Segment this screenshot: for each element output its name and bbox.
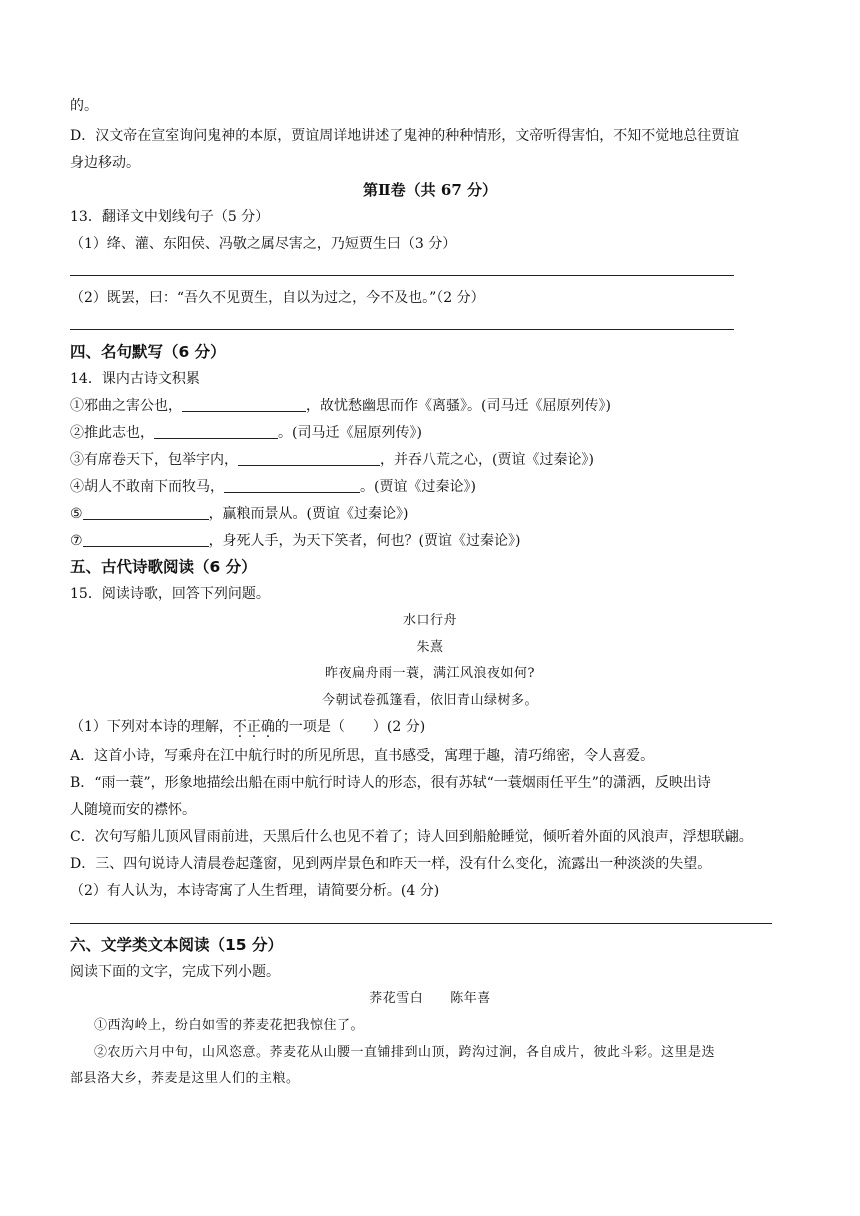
section-5-heading: 五、古代诗歌阅读（6 分） [70,558,257,576]
option-d-line-1: D．汉文帝在宣室询问鬼神的本原，贾谊周详地讲述了鬼神的种种情形，文帝听得害怕，不知不觉地总往贾谊 [70,128,740,144]
fill-blank-item: ④胡人不敢南下而牧马， 。(贾谊《过秦论》) [70,479,476,495]
blank-line [182,397,306,412]
blank-line [154,424,278,439]
option-b-line-2: 人随境而安的襟怀。 [70,802,196,818]
question-13-sentence-1: （1）绛、灌、东阳侯、冯敬之属尽害之，乃短贾生曰（3 分） [70,236,457,252]
answer-line [70,923,772,924]
poem-title: 水口行舟 [402,613,457,628]
blank-line [224,478,360,493]
emphasis-char: 正 [246,719,261,735]
fill-blank-item: ①邪曲之害公也， ，故忧愁幽思而作《离骚》。(司马迁《屈原列传》) [70,398,611,414]
blank-line [83,532,209,547]
question-13-sentence-2: （2）既罢，曰：“吾久不见贾生，自以为过之，今不及也。”（2 分） [70,290,485,306]
option-d: D．三、四句说诗人清晨卷起蓬窗，见到两岸景色和昨天一样，没有什么变化，流露出一种淡淡的失望。 [70,856,712,872]
question-13-title: 13．翻译文中划线句子（5 分） [70,209,270,225]
option-a: A．这首小诗，写乘舟在江中航行时的所见所思，直书感受，寓理于趣，清巧绵密，令人喜爱。 [70,748,655,764]
answer-line [70,329,734,330]
sub-question-2: （2）有人认为，本诗寄寓了人生哲理，请简要分析。(4 分) [70,883,440,899]
essay-paragraph-continued: 部县洛大乡，荞麦是这里人们的主粮。 [70,1071,300,1086]
blank-line [238,451,380,466]
text-line: 的。 [70,98,98,114]
option-c: C．次句写船儿顶风冒雨前进，天黑后什么也见不着了；诗人回到船舱睡觉，倾听着外面的风浪声，浮想联翩。 [70,829,753,845]
sub-question-1: （1）下列对本诗的理解，不正确的一项是（ ）(2 分) [70,719,426,735]
volume-title: 第Ⅱ卷（共 67 分） [363,181,497,199]
question-15-title: 15．阅读诗歌，回答下列问题。 [70,586,270,602]
section-6-intro: 阅读下面的文字，完成下列小题。 [70,964,280,980]
fill-blank-item: ②推此志也， 。(司马迁《屈原列传》) [70,425,422,441]
option-d-line-2: 身边移动。 [70,155,140,171]
emphasis-char: 确 [260,719,275,735]
emphasis-char: 不 [232,719,247,735]
section-6-heading: 六、文学类文本阅读（15 分） [70,936,283,954]
option-b-line-1: B．“雨一蓑”，形象地描绘出船在雨中航行时诗人的形态，很有苏轼“一蓑烟雨任平生”的潇洒，反映出诗 [70,775,711,791]
essay-paragraph: ①西沟岭上，纷白如雪的荞麦花把我惊住了。 [94,1018,365,1033]
blank-line [83,505,209,520]
poem-line: 今朝试卷孤篷看，依旧青山绿树多。 [321,693,538,708]
section-4-heading: 四、名句默写（6 分） [70,343,226,361]
fill-blank-item: ⑤ ，赢粮而景从。(贾谊《过秦论》) [70,506,409,522]
essay-title: 荞花雪白 陈年喜 [369,991,491,1006]
poem-line: 昨夜扁舟雨一蓑，满江风浪夜如何? [325,666,535,681]
answer-line [70,275,734,276]
question-14-title: 14．课内古诗文积累 [70,371,200,387]
fill-blank-item: ③有席卷天下，包举宇内， ，并吞八荒之心，(贾谊《过秦论》) [70,452,594,468]
fill-blank-item: ⑦ ，身死人手，为天下笑者，何也？(贾谊《过秦论》) [70,533,521,549]
poem-author: 朱熹 [416,640,444,655]
essay-paragraph: ②农历六月中旬，山风恣意。荞麦花从山腰一直铺排到山顶，跨沟过涧，各自成片，彼此斗彩。这里是迭 [94,1045,716,1060]
